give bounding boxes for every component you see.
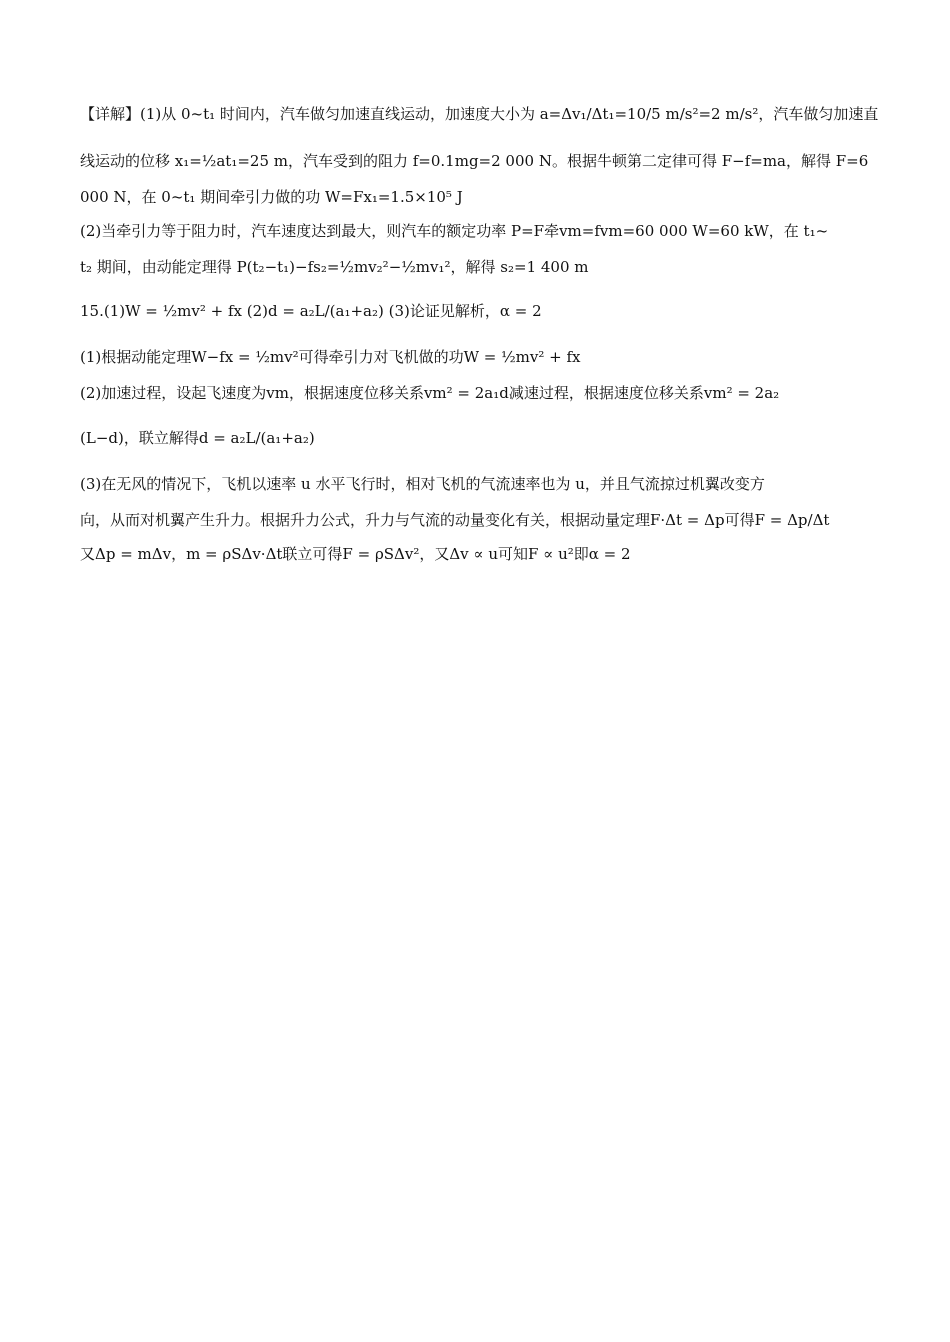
q15-part2-line2: (L−d)，联立解得d = a₂L/(a₁+a₂) [80, 429, 315, 447]
q15-part2-line1: (2)加速过程，设起飞速度为vm，根据速度位移关系vm² = 2a₁d减速过程，根据速度位移关系vm² = 2a₂ [80, 384, 780, 402]
detail-line-4: (2)当牵引力等于阻力时，汽车速度达到最大，则汽车的额定功率 P=F牵vm=fvm=60 000 W=60 kW，在 t₁~ [80, 222, 829, 240]
detail-line-5: t₂ 期间，由动能定理得 P(t₂−t₁)−fs₂=½mv₂²−½mv₁²，解得 s₂=1 400 m [80, 258, 589, 276]
detail-line-2: 线运动的位移 x₁=½at₁=25 m，汽车受到的阻力 f=0.1mg=2 000 N。根据牛顿第二定律可得 F−f=ma，解得 F=6 [80, 152, 869, 170]
q15-part1: (1)根据动能定理W−fx = ½mv²可得牵引力对飞机做的功W = ½mv² + fx [80, 348, 581, 366]
detail-line-3: 000 N，在 0~t₁ 期间牵引力做的功 W=Fx₁=1.5×10⁵ J [80, 188, 463, 206]
q15-part3-line3: 又Δp = mΔv，m = ρSΔv·Δt联立可得F = ρSΔv²，又Δv ∝ u可知F ∝ u²即α = 2 [80, 545, 631, 563]
q15-answer-line: 15.(1)W = ½mv² + fx (2)d = a₂L/(a₁+a₂) (3)论证见解析，α = 2 [80, 302, 542, 320]
detail-line-1: 【详解】(1)从 0~t₁ 时间内，汽车做匀加速直线运动，加速度大小为 a=Δv₁/Δt₁=10/5 m/s²=2 m/s²，汽车做匀加速直 [80, 105, 879, 123]
q15-part3-line2: 向，从而对机翼产生升力。根据升力公式，升力与气流的动量变化有关，根据动量定理F·Δt = Δp可得F = Δp/Δt [80, 511, 830, 529]
q15-part3-line1: (3)在无风的情况下，飞机以速率 u 水平飞行时，相对飞机的气流速率也为 u，并且气流掠过机翼改变方 [80, 475, 765, 493]
